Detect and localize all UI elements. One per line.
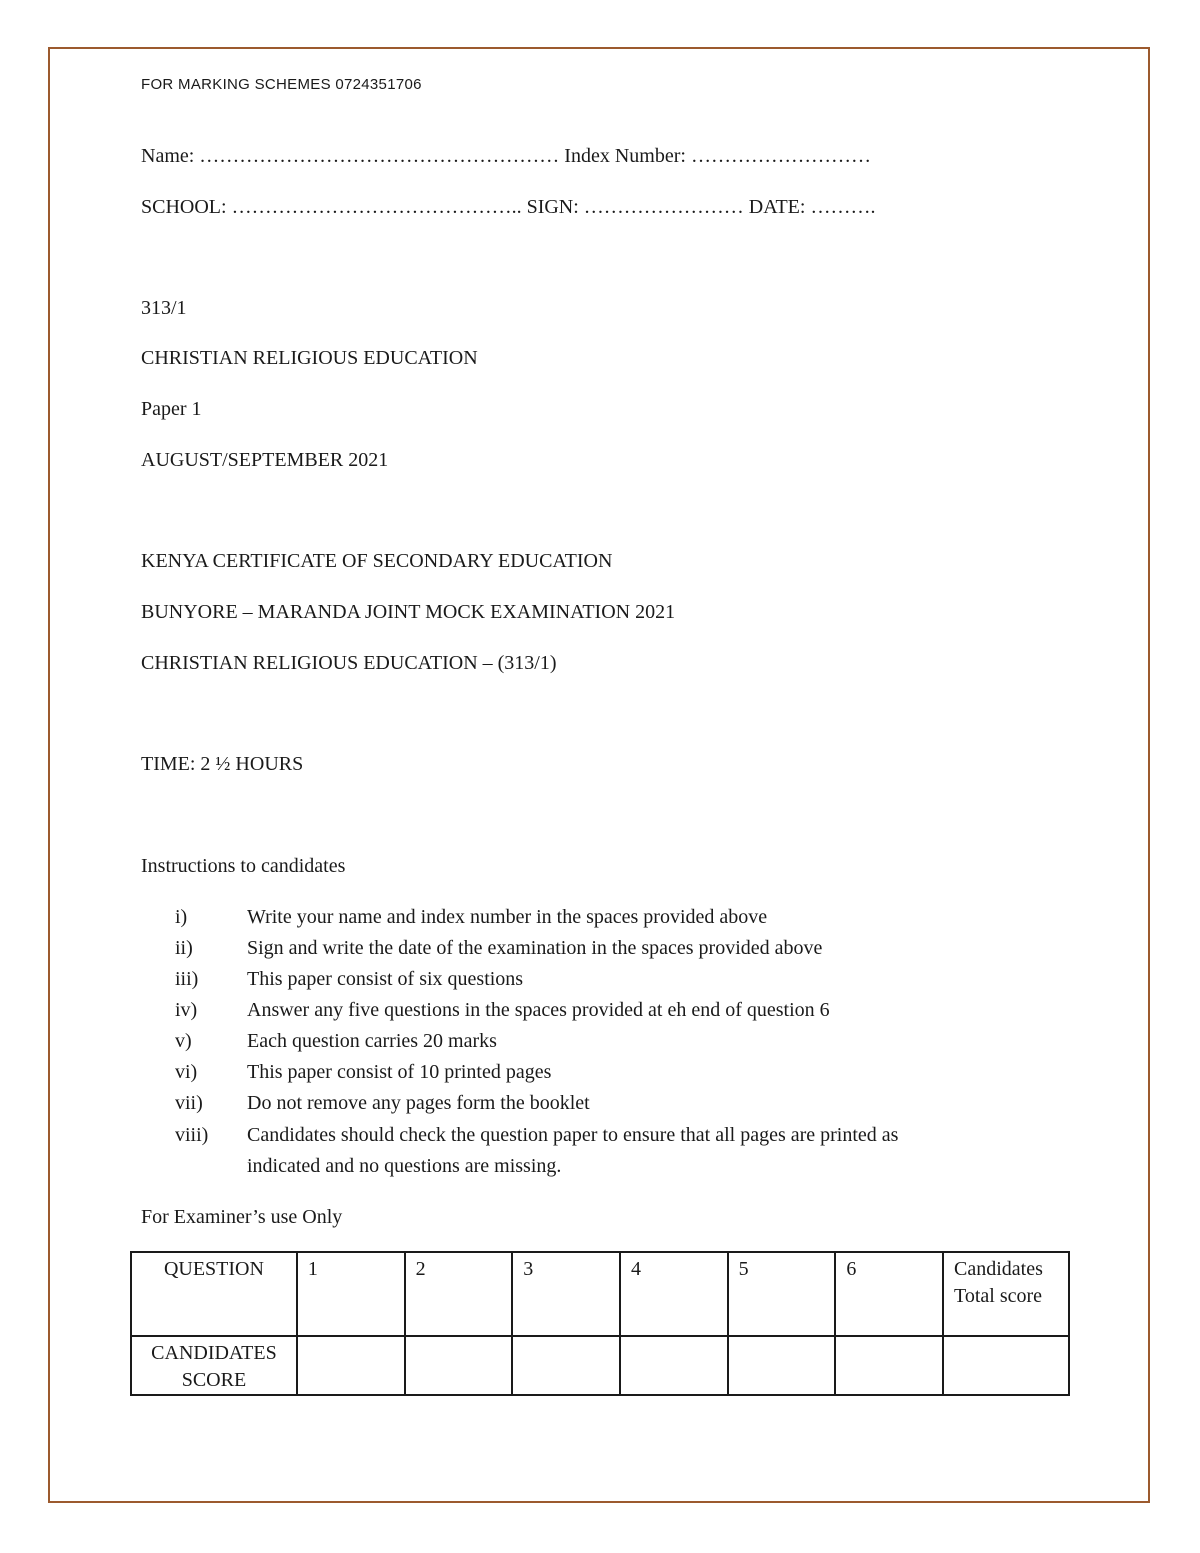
instruction-text: Candidates should check the question paper to ensure that all pages are printed as xyxy=(247,1124,899,1146)
instruction-text: This paper consist of six questions xyxy=(247,968,524,990)
marking-scheme-note: FOR MARKING SCHEMES 0724351706 xyxy=(141,76,422,93)
score-cell[interactable] xyxy=(512,1336,620,1395)
school-sign-date-line[interactable]: SCHOOL: …………………………………….. SIGN: …………………… DATE: ………. xyxy=(141,196,876,218)
instruction-text: Do not remove any pages form the booklet xyxy=(247,1092,590,1114)
subject-title: CHRISTIAN RELIGIOUS EDUCATION xyxy=(141,347,478,369)
instruction-number: viii) xyxy=(175,1124,209,1146)
instruction-text: This paper consist of 10 printed pages xyxy=(247,1061,552,1083)
instruction-number: v) xyxy=(175,1030,192,1052)
total-score-label-cell: Candidates Total score xyxy=(943,1252,1069,1336)
instruction-number: ii) xyxy=(175,937,193,959)
exam-name: BUNYORE – MARANDA JOINT MOCK EXAMINATION 2021 xyxy=(141,601,676,623)
instruction-text: Write your name and index number in the spaces provided above xyxy=(247,906,768,928)
score-cell[interactable] xyxy=(835,1336,943,1395)
score-cell[interactable] xyxy=(728,1336,836,1395)
question-number-cell: 6 xyxy=(835,1252,943,1336)
paper-code: 313/1 xyxy=(141,297,187,319)
question-number-cell: 5 xyxy=(728,1252,836,1336)
time-allowed: TIME: 2 ½ HOURS xyxy=(141,753,304,775)
name-index-line[interactable]: Name: ……………………………………………… Index Number: ……………………… xyxy=(141,145,871,167)
exam-session: AUGUST/SEPTEMBER 2021 xyxy=(141,449,389,471)
instruction-text: Each question carries 20 marks xyxy=(247,1030,497,1052)
examiner-heading: For Examiner’s use Only xyxy=(141,1206,343,1228)
subject-code-line: CHRISTIAN RELIGIOUS EDUCATION – (313/1) xyxy=(141,652,557,674)
instructions-heading: Instructions to candidates xyxy=(141,855,346,877)
score-cell[interactable] xyxy=(297,1336,405,1395)
question-number-cell: 4 xyxy=(620,1252,728,1336)
certificate-title: KENYA CERTIFICATE OF SECONDARY EDUCATION xyxy=(141,550,613,572)
score-row xyxy=(131,1336,1069,1395)
paper-number: Paper 1 xyxy=(141,398,202,420)
question-number-cell: 3 xyxy=(512,1252,620,1336)
question-number-cell: 1 xyxy=(297,1252,405,1336)
question-number-cell: 2 xyxy=(405,1252,513,1336)
instruction-number: i) xyxy=(175,906,188,928)
instruction-number: iv) xyxy=(175,999,198,1021)
question-label-cell: QUESTION xyxy=(131,1252,297,1336)
score-cell[interactable] xyxy=(405,1336,513,1395)
instruction-text: Answer any five questions in the spaces provided at eh end of question 6 xyxy=(247,999,830,1021)
examiner-score-table xyxy=(130,1251,1070,1396)
instruction-number: vii) xyxy=(175,1092,203,1114)
instruction-number: iii) xyxy=(175,968,199,990)
instruction-number: vi) xyxy=(175,1061,198,1083)
instruction-text: Sign and write the date of the examination in the spaces provided above xyxy=(247,937,823,959)
candidates-score-label-cell: CANDIDATES SCORE xyxy=(131,1336,297,1395)
instruction-text-continuation: indicated and no questions are missing. xyxy=(247,1155,562,1177)
question-row xyxy=(131,1252,1069,1336)
score-cell[interactable] xyxy=(620,1336,728,1395)
total-score-cell[interactable] xyxy=(943,1336,1069,1395)
